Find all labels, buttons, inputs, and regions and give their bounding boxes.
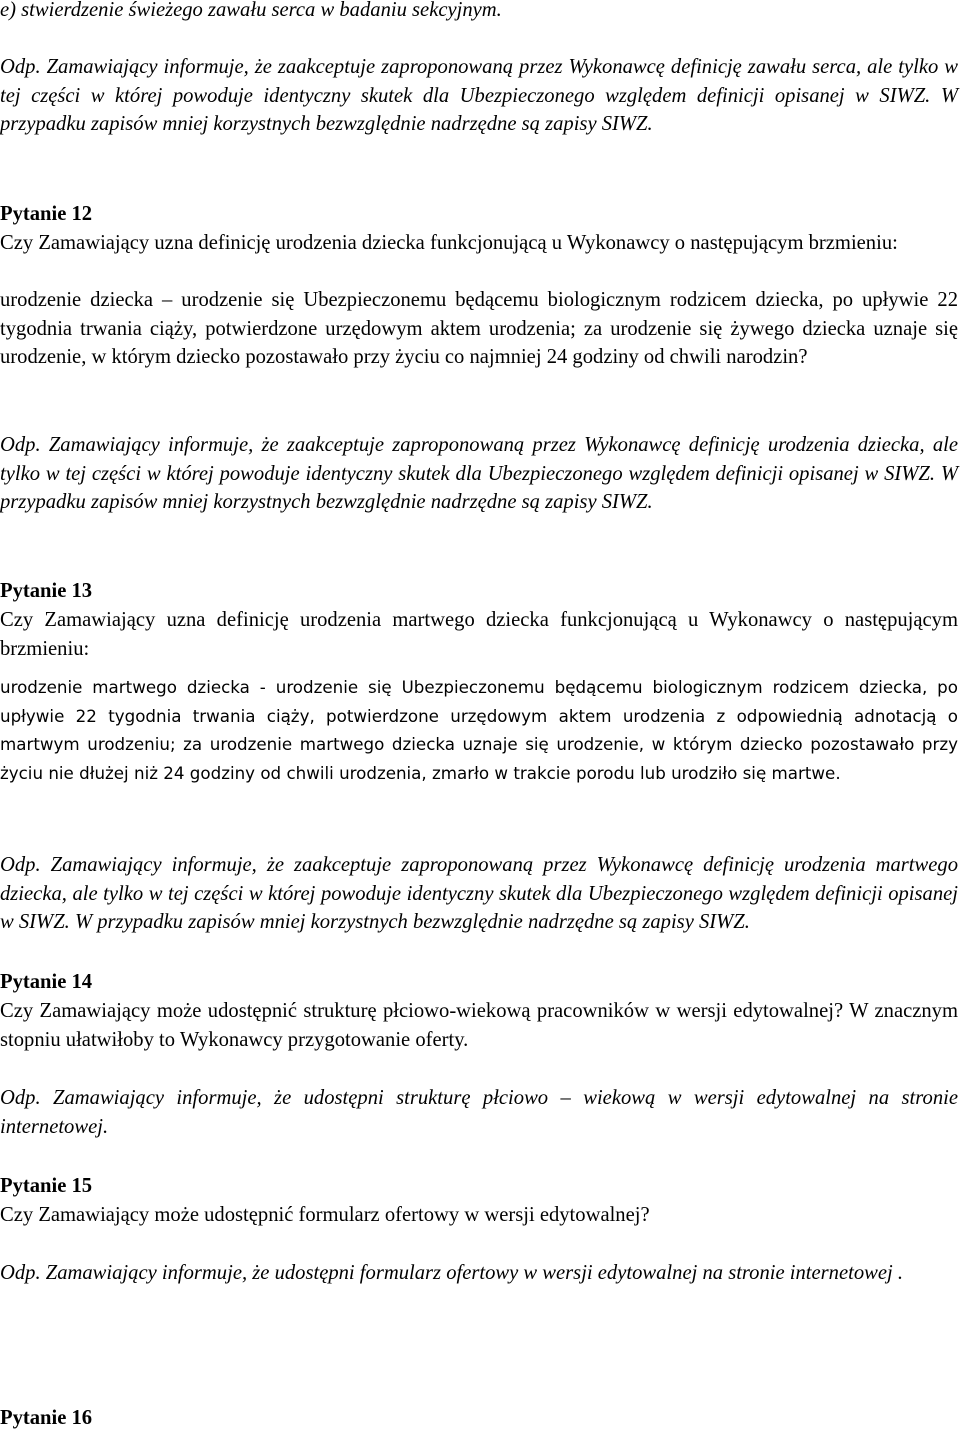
item-e-text: e) stwierdzenie świeżego zawału serca w badaniu sekcyjnym.: [0, 0, 502, 21]
answer-paragraph: Odp. Zamawiający informuje, że zaakceptuje zaproponowaną przez Wykonawcę definicję zawału serca, ale tylko w tej części w której powoduje identyczny skutek dla Ubezpieczonego względem definicji opisanej w SIWZ. W przypadku zapisów mniej korzystnych bezwzględnie nadrzędne są zapisy SIWZ.: [0, 56, 958, 136]
definition-paragraph: urodzenie dziecka – urodzenie się Ubezpieczonemu będącemu biologicznym rodzicem dziecka, po upływie 22 tygodnia trwania ciąży, potwierdzone urzędowym aktem urodzenia; za urodzenie się żywego dziecka uznaje się urodzenie, w którym dziecko pozostawało przy życiu co najmniej 24 godziny od chwili narodzin?: [0, 289, 958, 369]
question-text: Czy Zamawiający może udostępnić formularz ofertowy w wersji edytowalnej?: [0, 1204, 650, 1226]
question-text: Czy Zamawiający uzna definicję urodzenia dziecka funkcjonującą u Wykonawcy o następującym brzmieniu:: [0, 232, 898, 254]
question-heading: Pytanie 13: [0, 580, 93, 602]
question-text: Czy Zamawiający uzna definicję urodzenia martwego dziecka funkcjonującą u Wykonawcy o następującym brzmieniu:: [0, 609, 958, 660]
answer-paragraph: Odp. Zamawiający informuje, że udostępni strukturę płciowo – wiekową w wersji edytowalnej na stronie internetowej.: [0, 1087, 958, 1138]
answer-paragraph: Odp. Zamawiający informuje, że udostępni formularz ofertowy w wersji edytowalnej na stronie internetowej .: [0, 1262, 904, 1284]
question-heading: Pytanie 16: [0, 1407, 93, 1429]
question-heading: Pytanie 12: [0, 203, 93, 225]
question-text: Czy Zamawiający może udostępnić strukturę płciowo-wiekową pracowników w wersji edytowalnej? W znacznym stopniu ułatwiłoby to Wykonawcy przygotowanie oferty.: [0, 1000, 958, 1051]
definition-paragraph: urodzenie martwego dziecka - urodzenie się Ubezpieczonemu będącemu biologicznym rodzicem dziecka, po upływie 22 tygodnia trwania ciąży, potwierdzone urzędowym aktem urodzenia z odpowiednią adnotacją o martwym urodzeniu; za urodzenie martwego dziecka uznaje się urodzenie, w którym dziecko pozostawało przy życiu nie dłużej niż 24 godziny od chwili urodzenia, zmarło w trakcie porodu lub urodziło się martwe.: [0, 677, 958, 783]
question-heading: Pytanie 14: [0, 971, 93, 993]
answer-paragraph: Odp. Zamawiający informuje, że zaakceptuje zaproponowaną przez Wykonawcę definicję urodzenia dziecka, ale tylko w tej części w której powoduje identyczny skutek dla Ubezpieczonego względem definicji opisanej w SIWZ. W przypadku zapisów mniej korzystnych bezwzględnie nadrzędne są zapisy SIWZ.: [0, 434, 958, 514]
answer-paragraph: Odp. Zamawiający informuje, że zaakceptuje zaproponowaną przez Wykonawcę definicję urodzenia martwego dziecka, ale tylko w tej części w której powoduje identyczny skutek dla Ubezpieczonego względem definicji opisanej w SIWZ. W przypadku zapisów mniej korzystnych bezwzględnie nadrzędne są zapisy SIWZ.: [0, 854, 958, 934]
question-heading: Pytanie 15: [0, 1175, 93, 1197]
